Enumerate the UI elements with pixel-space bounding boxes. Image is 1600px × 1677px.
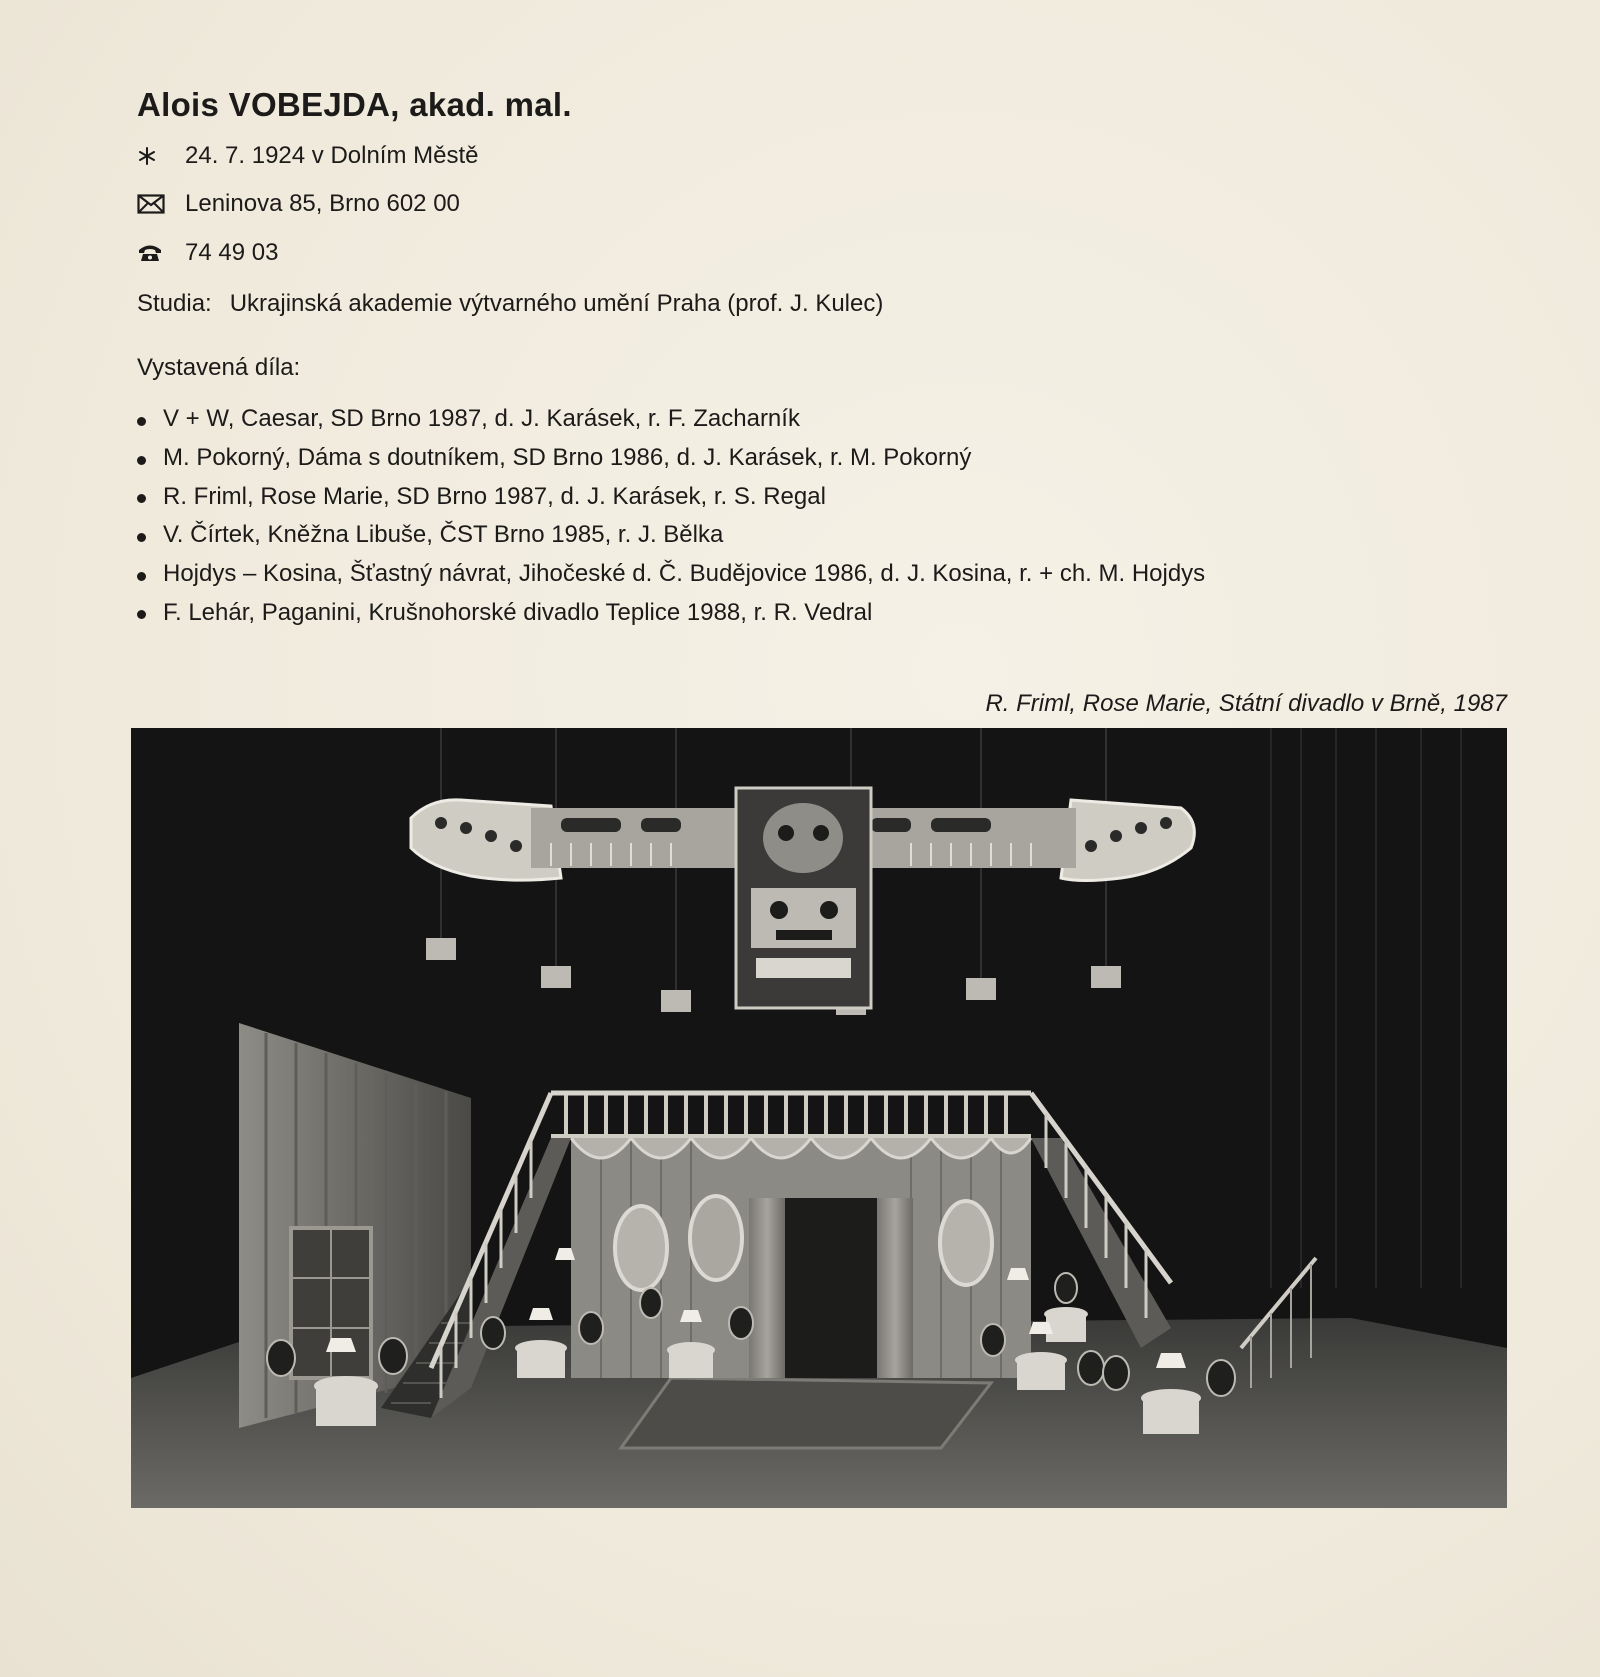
works-list [137, 400, 1205, 632]
studies-label: Studia: [137, 290, 212, 317]
birth-row [137, 142, 478, 170]
list-item: V + W, Caesar, SD Brno 1987, d. J. Karásek, r. F. Zacharník [137, 400, 1205, 439]
birth-text: 24. 7. 1924 v Dolním Městě [185, 142, 479, 169]
studies-text: Ukrajinská akademie výtvarného umění Praha (prof. J. Kulec) [229, 290, 884, 317]
asterisk-icon [137, 146, 169, 166]
bullet-icon [137, 417, 146, 426]
photo-caption: R. Friml, Rose Marie, Státní divadlo v Brně, 1987 [985, 690, 1507, 717]
bullet-icon [137, 494, 146, 503]
list-item: Hojdys – Kosina, Šťastný návrat, Jihočeské d. Č. Budějovice 1986, d. J. Kosina, r. + ch. M. Hojdys [137, 555, 1205, 594]
studies-row [137, 290, 883, 318]
telephone-icon [137, 243, 169, 263]
stage-set-illustration [131, 728, 1507, 1508]
list-item: V. Čírtek, Kněžna Libuše, ČST Brno 1985, r. J. Bělka [137, 516, 1205, 555]
artist-name: Alois VOBEJDA, akad. mal. [137, 86, 572, 123]
phone-text: 74 49 03 [185, 239, 279, 266]
works-heading: Vystavená díla: [137, 354, 301, 381]
bleed-through-decoration [1397, 88, 1405, 122]
bullet-icon [137, 572, 146, 581]
envelope-icon [137, 194, 169, 214]
list-item: M. Pokorný, Dáma s doutníkem, SD Brno 1986, d. J. Karásek, r. M. Pokorný [137, 439, 1205, 478]
address-row [137, 190, 460, 218]
stage-set-photo [131, 728, 1507, 1508]
bullet-icon [137, 456, 146, 465]
address-text: Leninova 85, Brno 602 00 [185, 190, 460, 217]
list-item: F. Lehár, Paganini, Krušnohorské divadlo Teplice 1988, r. R. Vedral [137, 593, 1205, 632]
phone-row [137, 239, 278, 267]
bullet-icon [137, 533, 146, 542]
bullet-icon [137, 610, 146, 619]
list-item: R. Friml, Rose Marie, SD Brno 1987, d. J. Karásek, r. S. Regal [137, 477, 1205, 516]
